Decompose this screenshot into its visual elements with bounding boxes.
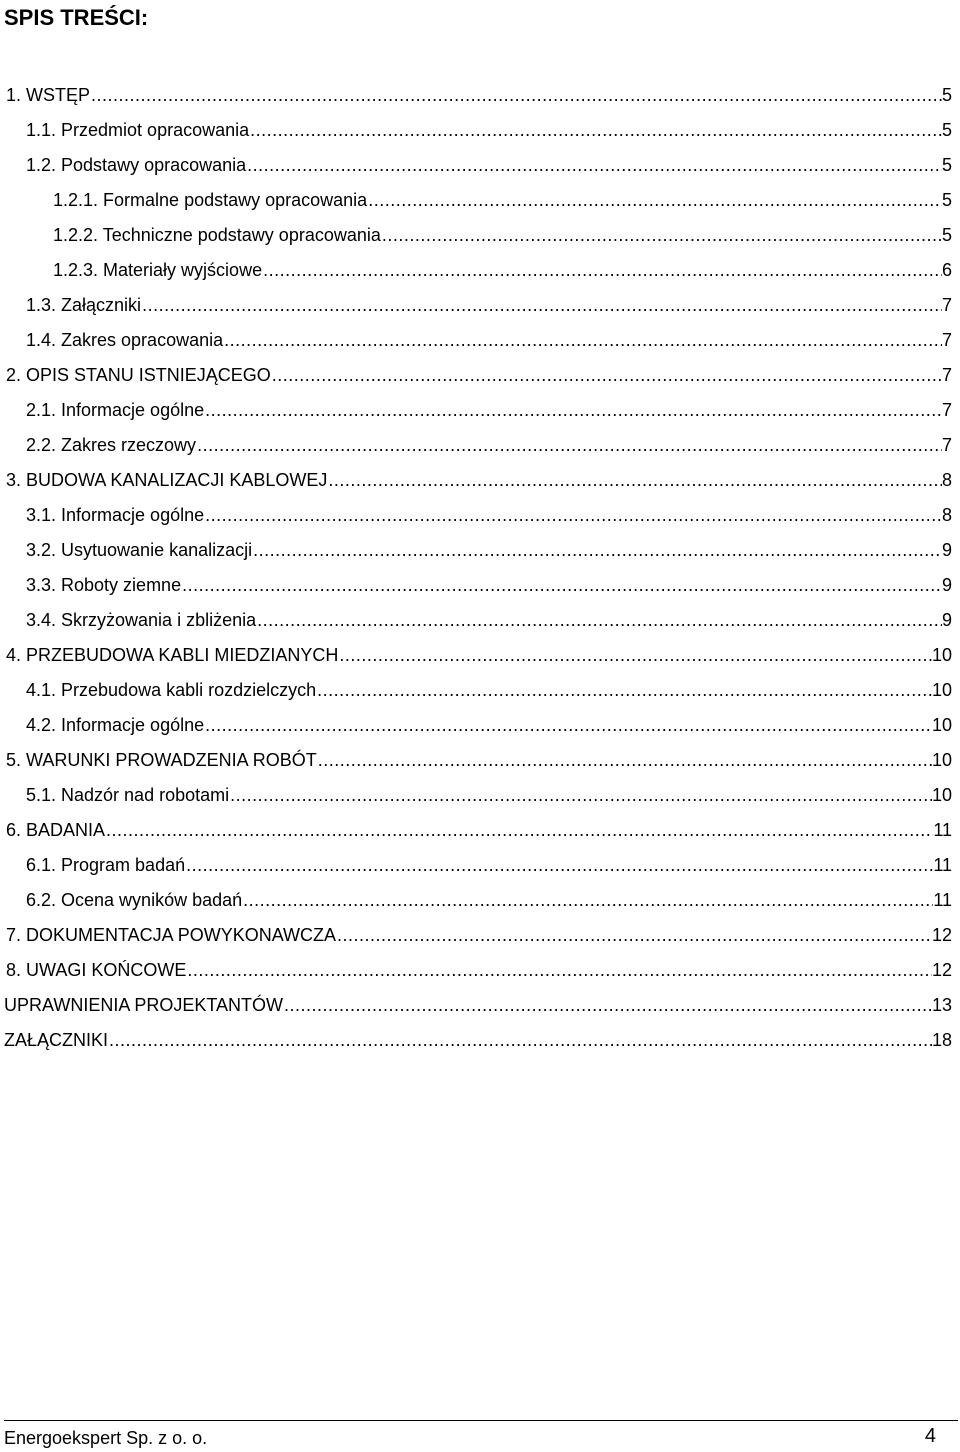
- toc-entry[interactable]: [0, 323, 960, 358]
- toc-entry-label: 1.2.2. Techniczne podstawy opracowania: [53, 225, 381, 245]
- toc-entry-label: 1.3. Załączniki: [26, 295, 142, 315]
- toc-entry-label: 1.2.3. Materiały wyjściowe: [53, 260, 263, 280]
- toc-entry[interactable]: [0, 428, 960, 463]
- toc-entry-label: 6.2. Ocena wyników badań: [26, 890, 243, 910]
- toc-entry-label: 2.1. Informacje ogólne: [26, 400, 205, 420]
- toc-entry-page-number: 7: [941, 400, 952, 420]
- toc-dot-leader: [106, 813, 933, 848]
- toc-dot-leader: [339, 638, 932, 673]
- toc-entry-page-number: 9: [941, 575, 952, 595]
- toc-dot-leader: [317, 673, 932, 708]
- toc-entry[interactable]: [0, 78, 960, 113]
- toc-entry-label: 3.2. Usytuowanie kanalizacji: [26, 540, 253, 560]
- toc-entry-page-number: 10: [931, 680, 952, 700]
- toc-entry-page-number: 9: [941, 540, 952, 560]
- toc-entry-label: 8. UWAGI KOŃCOWE: [6, 960, 187, 980]
- toc-dot-leader: [250, 113, 942, 148]
- toc-entry[interactable]: [0, 463, 960, 498]
- footer-page-number: 4: [924, 1425, 936, 1447]
- toc-dot-leader: [197, 428, 942, 463]
- toc-entry-label: 5.1. Nadzór nad robotami: [26, 785, 230, 805]
- toc-entry-page-number: 10: [931, 645, 952, 665]
- toc-entry[interactable]: [0, 638, 960, 673]
- toc-entry-page-number: 8: [941, 505, 952, 525]
- toc-entry-label: 4.1. Przebudowa kabli rozdzielczych: [26, 680, 317, 700]
- table-of-contents: [0, 78, 960, 1058]
- toc-entry-page-number: 11: [933, 890, 952, 910]
- toc-dot-leader: [284, 988, 932, 1023]
- toc-dot-leader: [230, 778, 932, 813]
- toc-dot-leader: [247, 148, 942, 183]
- toc-entry-page-number: 13: [931, 995, 952, 1015]
- toc-entry-page-number: 7: [941, 365, 952, 385]
- toc-entry-page-number: 8: [941, 470, 952, 490]
- toc-entry-label: 2. OPIS STANU ISTNIEJĄCEGO: [6, 365, 271, 385]
- toc-entry[interactable]: [0, 253, 960, 288]
- toc-entry-label: 3.3. Roboty ziemne: [26, 575, 182, 595]
- toc-entry-page-number: 10: [931, 785, 952, 805]
- toc-dot-leader: [337, 918, 932, 953]
- toc-entry-page-number: 11: [933, 820, 952, 840]
- toc-entry-label: ZAŁĄCZNIKI: [4, 1030, 109, 1050]
- toc-dot-leader: [205, 498, 942, 533]
- toc-entry-label: 1.2.1. Formalne podstawy opracowania: [53, 190, 368, 210]
- toc-entry-page-number: 5: [941, 155, 952, 175]
- toc-entry[interactable]: [0, 533, 960, 568]
- toc-entry-page-number: 18: [931, 1030, 952, 1050]
- toc-entry-label: 2.2. Zakres rzeczowy: [26, 435, 197, 455]
- toc-dot-leader: [142, 288, 942, 323]
- toc-dot-leader: [263, 253, 942, 288]
- toc-entry-label: 4. PRZEBUDOWA KABLI MIEDZIANYCH: [6, 645, 339, 665]
- toc-dot-leader: [318, 743, 932, 778]
- toc-dot-leader: [328, 463, 942, 498]
- toc-entry-label: 4.2. Informacje ogólne: [26, 715, 205, 735]
- toc-entry-page-number: 5: [941, 120, 952, 140]
- toc-entry-page-number: 7: [941, 435, 952, 455]
- toc-entry-label: UPRAWNIENIA PROJEKTANTÓW: [4, 995, 284, 1015]
- toc-dot-leader: [91, 78, 942, 113]
- toc-entry[interactable]: [0, 288, 960, 323]
- toc-entry[interactable]: [0, 568, 960, 603]
- toc-entry[interactable]: [0, 603, 960, 638]
- toc-entry-label: 6.1. Program badań: [26, 855, 186, 875]
- toc-entry[interactable]: [0, 113, 960, 148]
- toc-dot-leader: [187, 953, 932, 988]
- toc-entry[interactable]: [0, 953, 960, 988]
- toc-entry[interactable]: [0, 393, 960, 428]
- toc-entry-page-number: 5: [941, 190, 952, 210]
- toc-dot-leader: [109, 1023, 932, 1058]
- toc-dot-leader: [224, 323, 942, 358]
- toc-entry-label: 3.1. Informacje ogólne: [26, 505, 205, 525]
- toc-entry-label: 1.1. Przedmiot opracowania: [26, 120, 250, 140]
- toc-entry-page-number: 5: [941, 225, 952, 245]
- toc-entry-label: 1.2. Podstawy opracowania: [26, 155, 247, 175]
- toc-dot-leader: [257, 603, 942, 638]
- toc-dot-leader: [253, 533, 942, 568]
- toc-entry[interactable]: [0, 148, 960, 183]
- toc-entry-page-number: 5: [941, 85, 952, 105]
- toc-entry[interactable]: [0, 708, 960, 743]
- toc-entry-label: 1.4. Zakres opracowania: [26, 330, 224, 350]
- toc-dot-leader: [368, 183, 942, 218]
- toc-entry-label: 3.4. Skrzyżowania i zbliżenia: [26, 610, 257, 630]
- toc-entry[interactable]: [0, 883, 960, 918]
- toc-entry-page-number: 11: [933, 855, 952, 875]
- toc-entry-label: 1. WSTĘP: [6, 85, 91, 105]
- toc-dot-leader: [182, 568, 942, 603]
- toc-entry-page-number: 9: [941, 610, 952, 630]
- toc-entry-page-number: 12: [931, 960, 952, 980]
- toc-entry-page-number: 10: [931, 715, 952, 735]
- toc-entry[interactable]: [0, 813, 960, 848]
- toc-entry-page-number: 6: [941, 260, 952, 280]
- footer-divider: [4, 1420, 958, 1421]
- toc-entry-page-number: 7: [941, 330, 952, 350]
- toc-entry-label: 7. DOKUMENTACJA POWYKONAWCZA: [6, 925, 337, 945]
- toc-entry[interactable]: [0, 218, 960, 253]
- toc-dot-leader: [205, 393, 942, 428]
- toc-entry-page-number: 7: [941, 295, 952, 315]
- toc-dot-leader: [272, 358, 942, 393]
- toc-entry[interactable]: [0, 673, 960, 708]
- toc-dot-leader: [186, 848, 933, 883]
- toc-entry[interactable]: [0, 1023, 960, 1058]
- footer-company: Energoekspert Sp. z o. o.: [4, 1428, 208, 1448]
- toc-entry-label: 6. BADANIA: [6, 820, 106, 840]
- toc-dot-leader: [205, 708, 932, 743]
- toc-entry[interactable]: [0, 183, 960, 218]
- toc-entry-label: 3. BUDOWA KANALIZACJI KABLOWEJ: [6, 470, 328, 490]
- toc-entry[interactable]: [0, 988, 960, 1023]
- toc-entry-label: 5. WARUNKI PROWADZENIA ROBÓT: [6, 750, 317, 770]
- toc-entry[interactable]: [0, 743, 960, 778]
- toc-entry-page-number: 10: [931, 750, 952, 770]
- toc-dot-leader: [243, 883, 933, 918]
- toc-dot-leader: [382, 218, 942, 253]
- toc-entry-page-number: 12: [931, 925, 952, 945]
- page-title: SPIS TREŚCI:: [4, 5, 149, 30]
- toc-entry[interactable]: [0, 358, 960, 393]
- toc-entry[interactable]: [0, 498, 960, 533]
- toc-entry[interactable]: [0, 848, 960, 883]
- toc-entry[interactable]: [0, 778, 960, 813]
- toc-entry[interactable]: [0, 918, 960, 953]
